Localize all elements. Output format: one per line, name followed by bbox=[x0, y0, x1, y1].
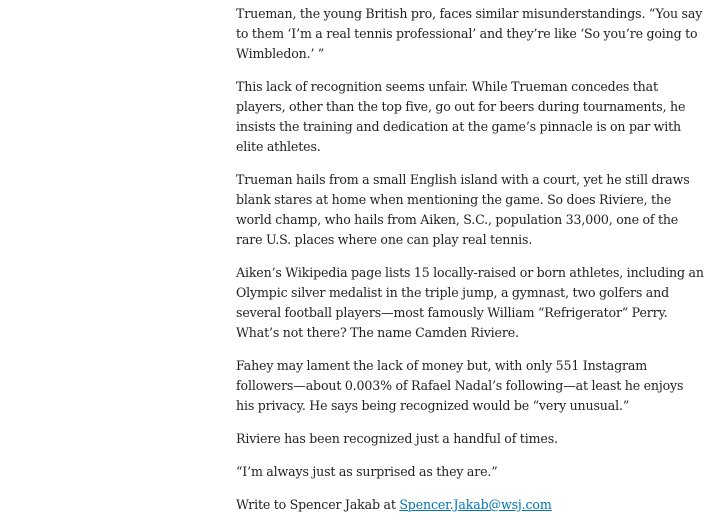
article-paragraph: Trueman hails from a small English island with a court, yet he still draws blank stares at home when mentioning the game. So does Riviere, the world champ, who hails from Aiken, S.C., population 33,000, one of the rare U.S. places where one can play real tennis. bbox=[236, 172, 690, 247]
author-contact-prefix: Write to Spencer Jakab at bbox=[236, 497, 400, 512]
article-paragraph: Fahey may lament the lack of money but, with only 551 Instagram followers—about 0.003% of Rafael Nadal’s following—at least he enjoys his privacy. He says being recognized would be “very unusual.” bbox=[236, 358, 684, 413]
article-paragraph: Aiken’s Wikipedia page lists 15 locally-raised or born athletes, including an Olympic silver medalist in the triple jump, a gymnast, two golfers and several football players—most famously William “Refrigerator” Perry. What’s not there? The name Camden Riviere. bbox=[236, 265, 704, 340]
article-paragraph: “I’m always just as surprised as they are.” bbox=[236, 464, 498, 479]
author-email-link[interactable]: Spencer.Jakab@wsj.com bbox=[399, 497, 552, 512]
article-paragraph: This lack of recognition seems unfair. While Trueman concedes that players, other than the top five, go out for beers during tournaments, he insists the training and dedication at the game’s pinnacle is on par with elite athletes. bbox=[236, 79, 686, 154]
author-contact-line bbox=[236, 495, 704, 515]
article-paragraph: Trueman, the young British pro, faces similar misunderstandings. “You say to them ‘I’m a real tennis professional’ and they’re like ‘So you’re going to Wimbledon.’ ” bbox=[236, 6, 703, 61]
article-body bbox=[236, 4, 704, 528]
article-paragraph: Riviere has been recognized just a handful of times. bbox=[236, 431, 558, 446]
